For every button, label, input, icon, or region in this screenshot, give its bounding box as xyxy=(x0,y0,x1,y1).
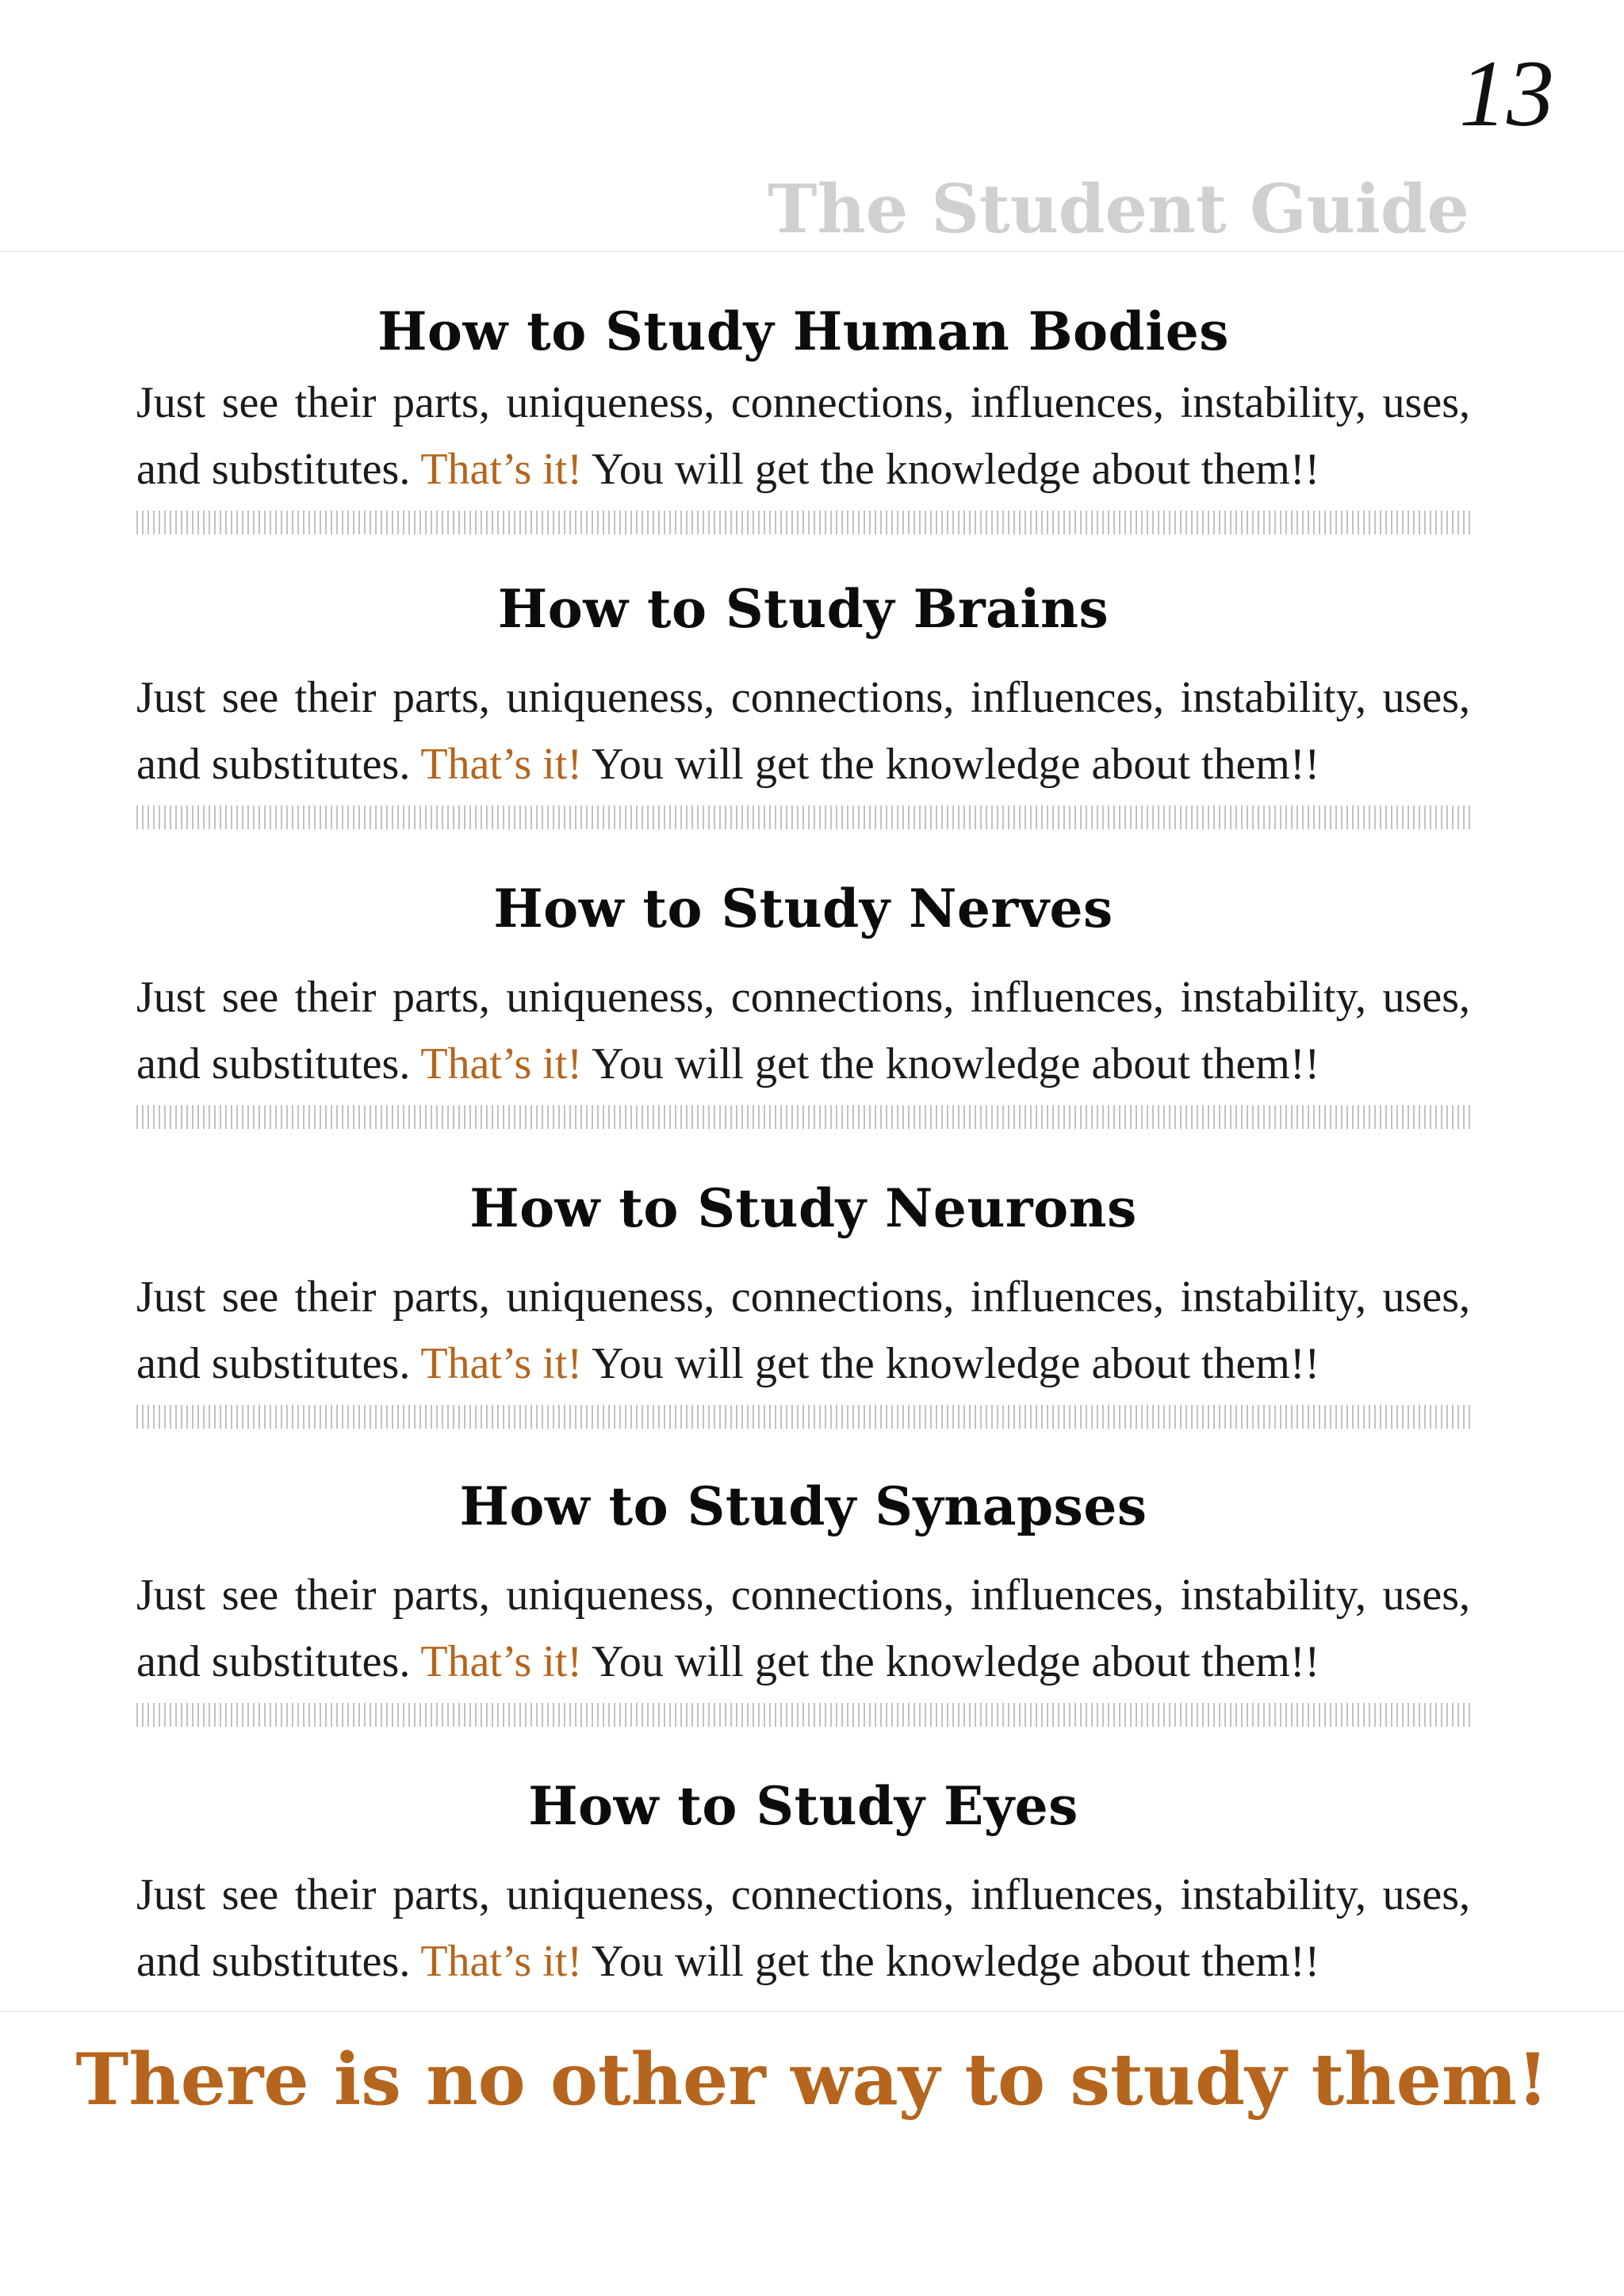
dashed-divider xyxy=(136,806,1470,829)
body-text-end: You will get the knowledge about them!! xyxy=(582,1339,1320,1388)
section-heading: How to Study Synapses xyxy=(459,1475,1147,1537)
section-neurons xyxy=(136,1170,1470,1429)
section-eyes xyxy=(136,1768,1470,1995)
running-title: The Student Guide xyxy=(768,170,1469,248)
body-text-end: You will get the knowledge about them!! xyxy=(582,740,1320,789)
section-human-bodies xyxy=(136,293,1470,534)
footer-divider xyxy=(0,2011,1624,2012)
closing-line: There is no other way to study them! xyxy=(75,2038,1549,2122)
body-text: Just see their parts, uniqueness, connections, influences, instability, uses, and substitutes. xyxy=(136,1870,1470,1986)
highlight-text: That’s it! xyxy=(420,1937,583,1986)
section-body xyxy=(136,664,1470,798)
body-text-end: You will get the knowledge about them!! xyxy=(582,1039,1320,1089)
page-number: 13 xyxy=(1459,40,1554,146)
section-body xyxy=(136,369,1470,503)
section-heading: How to Study Nerves xyxy=(493,878,1113,939)
highlight-text: That’s it! xyxy=(420,1339,583,1388)
section-body xyxy=(136,1264,1470,1397)
section-heading: How to Study Eyes xyxy=(528,1775,1078,1837)
section-heading: How to Study Human Bodies xyxy=(377,300,1229,362)
highlight-text: That’s it! xyxy=(420,1637,583,1686)
section-heading: How to Study Neurons xyxy=(469,1177,1137,1239)
dashed-divider xyxy=(136,1105,1470,1129)
body-text-end: You will get the knowledge about them!! xyxy=(582,1637,1320,1686)
highlight-text: That’s it! xyxy=(420,445,583,494)
section-brains xyxy=(136,571,1470,829)
section-heading: How to Study Brains xyxy=(497,578,1109,640)
section-body xyxy=(136,1562,1470,1695)
highlight-text: That’s it! xyxy=(420,1039,583,1089)
body-text: Just see their parts, uniqueness, connections, influences, instability, uses, and substitutes. xyxy=(136,1272,1470,1388)
body-text-end: You will get the knowledge about them!! xyxy=(582,1937,1320,1986)
dashed-divider xyxy=(136,511,1470,534)
body-text: Just see their parts, uniqueness, connections, influences, instability, uses, and substitutes. xyxy=(136,1571,1470,1686)
section-body xyxy=(136,964,1470,1097)
highlight-text: That’s it! xyxy=(420,740,583,789)
dashed-divider xyxy=(136,1703,1470,1727)
body-text-end: You will get the knowledge about them!! xyxy=(582,445,1320,494)
body-text: Just see their parts, uniqueness, connections, influences, instability, uses, and substitutes. xyxy=(136,673,1470,789)
body-text: Just see their parts, uniqueness, connections, influences, instability, uses, and substitutes. xyxy=(136,378,1470,494)
header-divider xyxy=(0,251,1624,252)
section-nerves xyxy=(136,871,1470,1129)
body-text: Just see their parts, uniqueness, connections, influences, instability, uses, and substitutes. xyxy=(136,973,1470,1089)
section-body xyxy=(136,1862,1470,1995)
section-synapses xyxy=(136,1468,1470,1727)
dashed-divider xyxy=(136,1405,1470,1429)
